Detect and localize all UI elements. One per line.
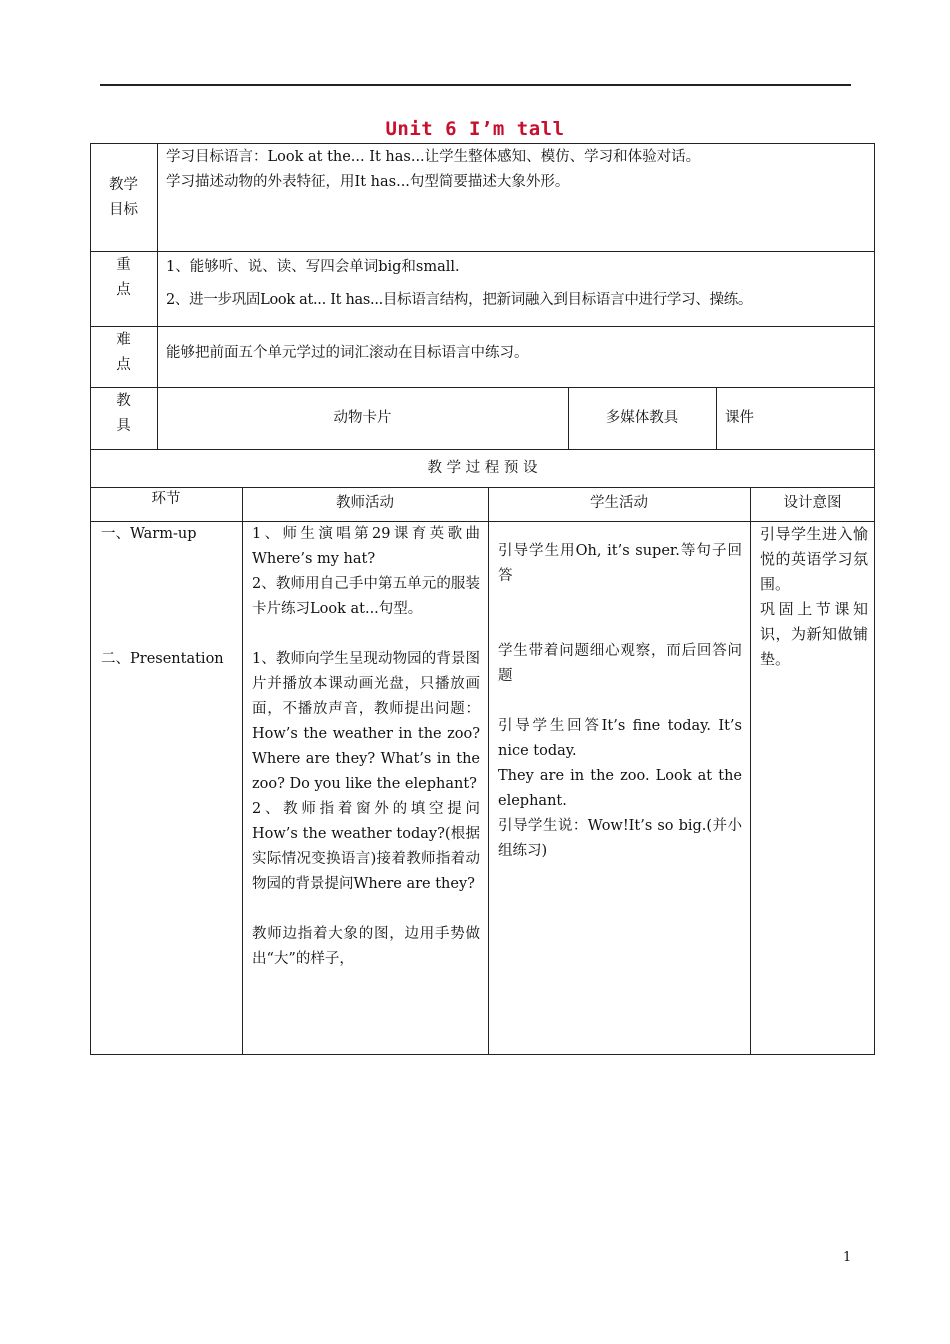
difficulties-text: 能够把前面五个单元学过的词汇滚动在目标语言中练习。 <box>166 345 529 361</box>
key-points-label: 重 点 <box>116 257 131 298</box>
teacher-activity-text: 1、师生演唱第29课育英歌曲Where’s my hat? 2、教师用自己手中第五单元的服装卡片练习Look at...句型。 1、教师向学生呈现动物园的背景图片并播放本课动画光盘，只播放画面，不播放声音，教师提出问题：How’s the weather in the zoo?Where are they? What’s in the zoo? Do you like the elephant? 2、教师指着窗外的填空提问How’s the weather today?(根据实际情况变换语言)接着教师指着动物园的背景提问Where are they? 教师边指着大象的图，边用手势做出“大”的样子， <box>252 526 480 967</box>
key-points-line-1: 1、能够听、说、读、写四会单词big和small. <box>166 259 460 275</box>
header-design-intent: 设计意图 <box>783 495 842 511</box>
stage-warm-up: 一、Warm-up <box>101 526 197 542</box>
objectives-line-1: 学习目标语言：Look at the... It has...让学生整体感知、模仿、学习和体验对话。 <box>166 149 701 165</box>
stage-presentation: 二、Presentation <box>101 651 224 667</box>
header-teacher-activity: 教师活动 <box>336 495 394 511</box>
row-divider <box>90 251 875 252</box>
objectives-line-2: 学习描述动物的外表特征，用It has...句型简要描述大象外形。 <box>166 174 570 190</box>
header-stage: 环节 <box>151 491 181 507</box>
student-activity-text: 引导学生用Oh, it’s super.等句子回答 学生带着问题细心观察，而后回答问题 引导学生回答It’s fine today. It’s nice today. They are in the zoo. Look at the elephant. 引导学生说：Wow!It’s so big.(并小组练习) <box>498 543 742 859</box>
column-divider <box>157 143 158 449</box>
difficulties-label: 难 点 <box>116 332 131 373</box>
row-divider <box>90 326 875 327</box>
row-divider <box>90 449 875 450</box>
key-points-line-2: 2、进一步巩固Look at... It has...目标语言结构，把新词融入到目标语言中进行学习、操练。 <box>166 292 753 308</box>
column-divider <box>242 487 243 1055</box>
design-intent-text: 引导学生进入愉悦的英语学习氛围。 巩固上节课知识，为新知做铺垫。 <box>760 525 868 668</box>
page-number: 1 <box>843 1250 852 1265</box>
header-rule <box>100 84 851 86</box>
teaching-aid-cards: 动物卡片 <box>333 410 392 426</box>
header-student-activity: 学生活动 <box>590 495 648 511</box>
teaching-aid-multimedia: 多媒体教具 <box>605 410 679 426</box>
objectives-label: 教学 目标 <box>109 177 138 218</box>
teaching-aids-label: 教 具 <box>116 393 131 434</box>
column-divider <box>750 487 751 1055</box>
row-divider <box>90 387 875 388</box>
column-divider <box>716 387 717 449</box>
process-heading: 教 学 过 程 预 设 <box>427 460 538 476</box>
document-title: Unit 6 I’m tall <box>385 118 565 140</box>
teaching-aid-courseware: 课件 <box>725 410 754 426</box>
column-divider <box>488 487 489 1055</box>
